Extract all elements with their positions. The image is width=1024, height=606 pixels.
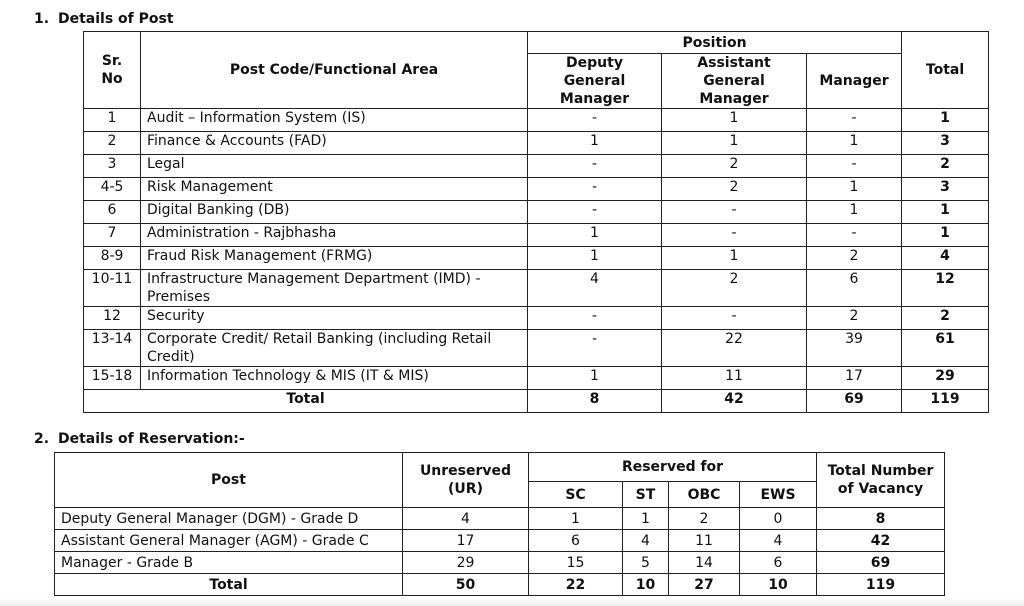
row-dgm-count: - [528,155,662,178]
reservation-row [55,508,945,530]
section1-title: Details of Post [58,11,174,27]
post-row [84,270,989,307]
row-sr-no: 8-9 [84,247,141,270]
page-edge-shadow [0,598,1024,606]
row-sr-no: 10-11 [84,270,141,307]
row-total: 12 [902,270,989,307]
row-agm-count: 2 [662,155,807,178]
post-row [84,224,989,247]
header-total-vacancy: Total Number of Vacancy [817,453,945,508]
row-post: Manager - Grade B [55,552,403,574]
section2-number: 2. [34,431,50,447]
row-manager-count: 1 [807,132,902,155]
post-totals-row [84,390,989,413]
row-dgm-count: 1 [528,247,662,270]
header-ews: EWS [740,482,817,508]
header-obc: OBC [669,482,740,508]
row-manager-count: 2 [807,307,902,330]
row-total: 1 [902,109,989,132]
row-st: 5 [623,552,669,574]
post-row [84,330,989,367]
row-functional-area: Security [141,307,528,330]
totals-agm: 42 [662,390,807,413]
row-agm-count: 1 [662,132,807,155]
reservation-row [55,530,945,552]
row-st: 4 [623,530,669,552]
post-details-table [83,31,989,413]
row-functional-area: Administration - Rajbhasha [141,224,528,247]
row-manager-count: 17 [807,367,902,390]
row-obc: 11 [669,530,740,552]
row-manager-count: 2 [807,247,902,270]
header-manager: Manager [807,54,902,109]
row-dgm-count: - [528,178,662,201]
row-dgm-count: 1 [528,224,662,247]
post-row [84,201,989,224]
row-functional-area: Digital Banking (DB) [141,201,528,224]
row-ur: 4 [403,508,529,530]
totals-dgm: 8 [528,390,662,413]
header-agm: Assistant General Manager [662,54,807,109]
row-functional-area: Corporate Credit/ Retail Banking (including Retail Credit) [141,330,528,367]
post-row [84,178,989,201]
row-agm-count: - [662,307,807,330]
header-unreserved: Unreserved (UR) [403,453,529,508]
row-agm-count: - [662,224,807,247]
row-agm-count: 1 [662,247,807,270]
post-details-body [84,109,989,390]
totals-total: 119 [902,390,989,413]
row-total-vacancy: 42 [817,530,945,552]
row-functional-area: Legal [141,155,528,178]
row-sr-no: 3 [84,155,141,178]
reservation-row [55,552,945,574]
reservation-body [55,508,945,574]
row-total-vacancy: 8 [817,508,945,530]
row-sr-no: 7 [84,224,141,247]
row-ews: 6 [740,552,817,574]
row-total: 4 [902,247,989,270]
row-ur: 17 [403,530,529,552]
res-totals-ur: 50 [403,574,529,596]
row-obc: 2 [669,508,740,530]
row-total: 2 [902,307,989,330]
post-row [84,247,989,270]
header-sr-no: Sr. No [84,32,141,109]
row-sc: 1 [529,508,623,530]
row-total: 2 [902,155,989,178]
row-post: Assistant General Manager (AGM) - Grade C [55,530,403,552]
row-ews: 4 [740,530,817,552]
row-functional-area: Information Technology & MIS (IT & MIS) [141,367,528,390]
row-post: Deputy General Manager (DGM) - Grade D [55,508,403,530]
header-post-code: Post Code/Functional Area [141,32,528,109]
row-functional-area: Finance & Accounts (FAD) [141,132,528,155]
row-dgm-count: - [528,330,662,367]
res-totals-label: Total [55,574,403,596]
totals-label: Total [84,390,528,413]
row-functional-area: Risk Management [141,178,528,201]
header-total: Total [902,32,989,109]
res-totals-total: 119 [817,574,945,596]
row-manager-count: 1 [807,178,902,201]
section2-heading [34,431,245,447]
row-dgm-count: - [528,109,662,132]
section2-title: Details of Reservation:- [58,431,245,447]
section1-number: 1. [34,11,50,27]
row-dgm-count: 1 [528,367,662,390]
row-sc: 6 [529,530,623,552]
row-sc: 15 [529,552,623,574]
row-functional-area: Audit – Information System (IS) [141,109,528,132]
row-agm-count: 2 [662,270,807,307]
post-row [84,155,989,178]
reservation-totals-row [55,574,945,596]
totals-manager: 69 [807,390,902,413]
row-ews: 0 [740,508,817,530]
res-totals-st: 10 [623,574,669,596]
res-totals-obc: 27 [669,574,740,596]
row-st: 1 [623,508,669,530]
row-obc: 14 [669,552,740,574]
row-agm-count: 1 [662,109,807,132]
row-ur: 29 [403,552,529,574]
row-agm-count: 22 [662,330,807,367]
row-total: 61 [902,330,989,367]
row-total: 1 [902,224,989,247]
row-manager-count: - [807,109,902,132]
post-row [84,109,989,132]
row-dgm-count: 1 [528,132,662,155]
row-agm-count: - [662,201,807,224]
row-total-vacancy: 69 [817,552,945,574]
row-total: 3 [902,178,989,201]
header-post: Post [55,453,403,508]
row-agm-count: 11 [662,367,807,390]
header-st: ST [623,482,669,508]
row-total: 1 [902,201,989,224]
row-manager-count: - [807,155,902,178]
row-manager-count: 6 [807,270,902,307]
header-position: Position [528,32,902,54]
row-dgm-count: 4 [528,270,662,307]
reservation-table [54,452,945,596]
row-sr-no: 1 [84,109,141,132]
res-totals-sc: 22 [529,574,623,596]
row-functional-area: Fraud Risk Management (FRMG) [141,247,528,270]
row-agm-count: 2 [662,178,807,201]
post-row [84,367,989,390]
post-row [84,132,989,155]
row-dgm-count: - [528,307,662,330]
header-sc: SC [529,482,623,508]
row-manager-count: - [807,224,902,247]
row-sr-no: 2 [84,132,141,155]
row-total: 3 [902,132,989,155]
row-sr-no: 13-14 [84,330,141,367]
header-reserved-for: Reserved for [529,453,817,482]
row-manager-count: 39 [807,330,902,367]
row-functional-area: Infrastructure Management Department (IMD) - Premises [141,270,528,307]
row-sr-no: 12 [84,307,141,330]
section1-heading [34,11,174,27]
row-manager-count: 1 [807,201,902,224]
row-dgm-count: - [528,201,662,224]
res-totals-ews: 10 [740,574,817,596]
row-sr-no: 6 [84,201,141,224]
header-dgm: Deputy General Manager [528,54,662,109]
row-sr-no: 4-5 [84,178,141,201]
row-sr-no: 15-18 [84,367,141,390]
post-row [84,307,989,330]
row-total: 29 [902,367,989,390]
